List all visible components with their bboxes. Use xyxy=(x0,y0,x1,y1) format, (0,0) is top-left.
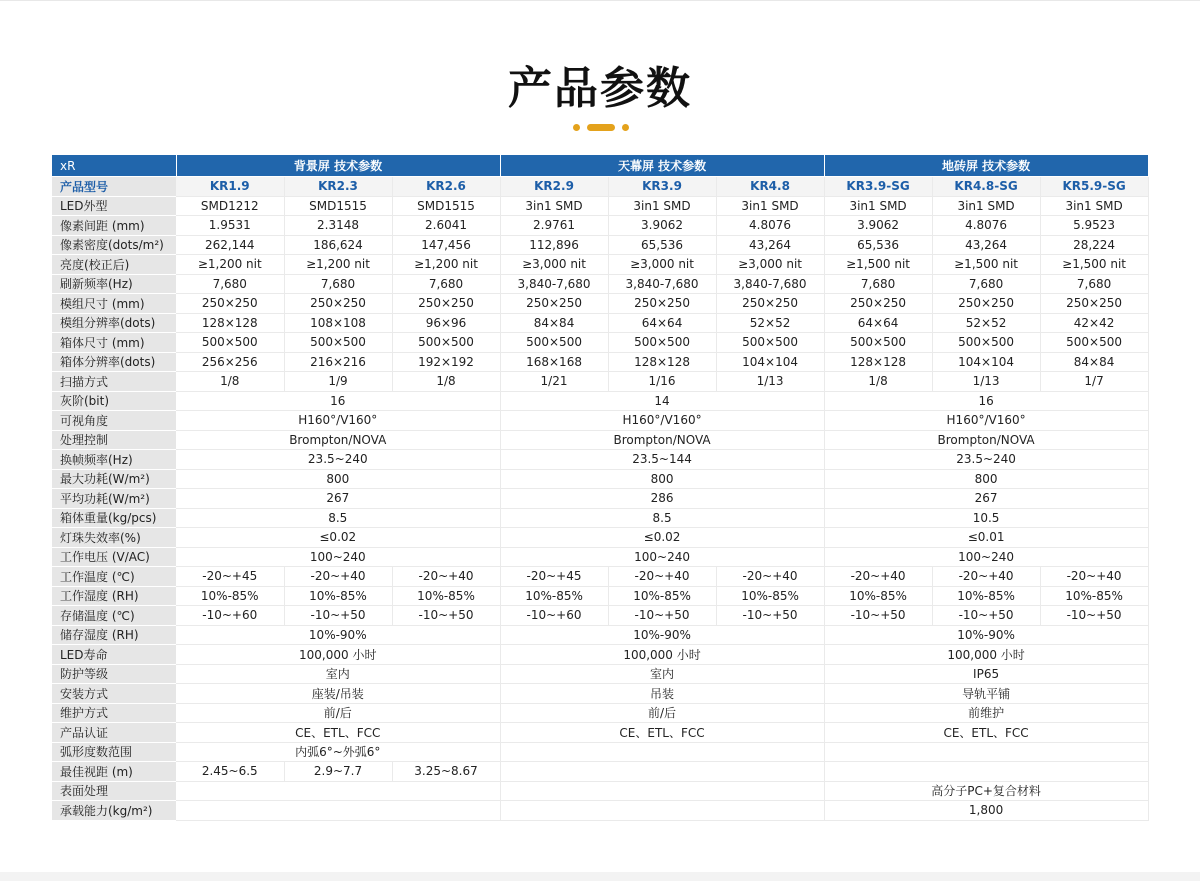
row-label: 存储温度 (℃) xyxy=(52,606,176,626)
table-cell: -20~+45 xyxy=(500,567,608,587)
row-label: 防护等级 xyxy=(52,664,176,684)
table-corner-label: xR xyxy=(52,155,176,177)
table-cell: -20~+40 xyxy=(824,567,932,587)
table-cell: 168×168 xyxy=(500,352,608,372)
table-cell: 500×500 xyxy=(824,333,932,353)
group-cell xyxy=(824,742,1148,762)
group-cell: H160°/V160° xyxy=(500,411,824,431)
row-label: 产品认证 xyxy=(52,723,176,743)
empty-cell xyxy=(500,762,824,782)
top-divider xyxy=(0,0,1200,1)
bottom-band xyxy=(0,872,1200,881)
table-row xyxy=(52,645,1148,665)
group-cell xyxy=(176,801,500,821)
table-cell: 2.45~6.5 xyxy=(176,762,284,782)
group-cell: 1,800 xyxy=(824,801,1148,821)
group-cell: 导轨平铺 xyxy=(824,684,1148,704)
table-cell: ≥3,000 nit xyxy=(608,255,716,275)
table-cell: ≥1,500 nit xyxy=(932,255,1040,275)
empty-cell xyxy=(824,762,1148,782)
table-row xyxy=(52,372,1148,392)
group-cell xyxy=(500,781,824,801)
table-cell: 7,680 xyxy=(392,274,500,294)
group-cell: 8.5 xyxy=(500,508,824,528)
table-row xyxy=(52,606,1148,626)
group-cell: 267 xyxy=(824,489,1148,509)
row-label: 工作电压 (V/AC) xyxy=(52,547,176,567)
group-cell: 10.5 xyxy=(824,508,1148,528)
group-cell: 100~240 xyxy=(500,547,824,567)
table-cell: 7,680 xyxy=(932,274,1040,294)
table-cell: 108×108 xyxy=(284,313,392,333)
group-cell: 前/后 xyxy=(500,703,824,723)
table-cell: -10~+50 xyxy=(716,606,824,626)
table-cell: 1/13 xyxy=(716,372,824,392)
table-cell: 28,224 xyxy=(1040,235,1148,255)
table-row xyxy=(52,781,1148,801)
table-cell: 192×192 xyxy=(392,352,500,372)
table-cell: 7,680 xyxy=(1040,274,1148,294)
table-cell: -20~+40 xyxy=(932,567,1040,587)
table-cell: 10%-85% xyxy=(932,586,1040,606)
table-row xyxy=(52,294,1148,314)
row-label: 模组尺寸 (mm) xyxy=(52,294,176,314)
table-cell: 256×256 xyxy=(176,352,284,372)
table-cell: 128×128 xyxy=(824,352,932,372)
table-cell: 3in1 SMD xyxy=(608,196,716,216)
group-cell: 吊装 xyxy=(500,684,824,704)
table-cell: 500×500 xyxy=(284,333,392,353)
group-cell xyxy=(176,781,500,801)
table-cell: 2.9~7.7 xyxy=(284,762,392,782)
row-label: 亮度(校正后) xyxy=(52,255,176,275)
group-cell: 23.5~144 xyxy=(500,450,824,470)
row-label: 刷新频率(Hz) xyxy=(52,274,176,294)
table-row xyxy=(52,586,1148,606)
table-cell: 2.6041 xyxy=(392,216,500,236)
table-row xyxy=(52,235,1148,255)
table-cell: -10~+50 xyxy=(1040,606,1148,626)
table-row xyxy=(52,333,1148,353)
row-label: LED外型 xyxy=(52,196,176,216)
row-label: 箱体重量(kg/pcs) xyxy=(52,508,176,528)
table-cell: 52×52 xyxy=(932,313,1040,333)
table-row xyxy=(52,567,1148,587)
table-cell: -20~+40 xyxy=(1040,567,1148,587)
row-label: 最佳视距 (m) xyxy=(52,762,176,782)
group-cell: Brompton/NOVA xyxy=(500,430,824,450)
model-name: KR2.9 xyxy=(500,177,608,197)
table-cell: ≥1,500 nit xyxy=(824,255,932,275)
table-row xyxy=(52,801,1148,821)
table-cell: 10%-85% xyxy=(392,586,500,606)
table-cell: 3,840-7,680 xyxy=(608,274,716,294)
table-cell: -10~+50 xyxy=(932,606,1040,626)
group-header-ceiling: 天幕屏 技术参数 xyxy=(500,155,824,177)
row-label: 安装方式 xyxy=(52,684,176,704)
row-label: 工作温度 (℃) xyxy=(52,567,176,587)
table-row xyxy=(52,508,1148,528)
table-cell: 1/8 xyxy=(824,372,932,392)
table-cell: 64×64 xyxy=(824,313,932,333)
table-cell: 500×500 xyxy=(1040,333,1148,353)
row-label: 像素间距 (mm) xyxy=(52,216,176,236)
table-cell: 500×500 xyxy=(392,333,500,353)
group-cell: 800 xyxy=(500,469,824,489)
row-label: 模组分辨率(dots) xyxy=(52,313,176,333)
table-cell: 7,680 xyxy=(284,274,392,294)
table-cell: SMD1515 xyxy=(284,196,392,216)
table-cell: 1.9531 xyxy=(176,216,284,236)
table-cell: 250×250 xyxy=(284,294,392,314)
table-cell: 1/8 xyxy=(392,372,500,392)
group-cell: ≤0.02 xyxy=(500,528,824,548)
table-cell: -10~+60 xyxy=(500,606,608,626)
table-row xyxy=(52,703,1148,723)
table-cell: 4.8076 xyxy=(932,216,1040,236)
table-cell: 147,456 xyxy=(392,235,500,255)
group-cell: 14 xyxy=(500,391,824,411)
ornament-dot-right xyxy=(622,124,629,131)
table-cell: 250×250 xyxy=(824,294,932,314)
table-cell: 52×52 xyxy=(716,313,824,333)
table-cell: SMD1212 xyxy=(176,196,284,216)
row-label: 工作湿度 (RH) xyxy=(52,586,176,606)
group-header-row xyxy=(52,155,1148,177)
table-cell: 10%-85% xyxy=(716,586,824,606)
group-cell: 100~240 xyxy=(176,547,500,567)
group-cell: 100,000 小时 xyxy=(176,645,500,665)
table-row xyxy=(52,216,1148,236)
row-label: LED寿命 xyxy=(52,645,176,665)
table-cell: 128×128 xyxy=(608,352,716,372)
table-row xyxy=(52,723,1148,743)
table-cell: 500×500 xyxy=(932,333,1040,353)
group-cell: 800 xyxy=(824,469,1148,489)
table-row xyxy=(52,255,1148,275)
table-cell: 65,536 xyxy=(824,235,932,255)
table-cell: 4.8076 xyxy=(716,216,824,236)
table-row xyxy=(52,274,1148,294)
row-label: 箱体尺寸 (mm) xyxy=(52,333,176,353)
table-cell: 96×96 xyxy=(392,313,500,333)
row-label: 承载能力(kg/m²) xyxy=(52,801,176,821)
table-cell: 1/13 xyxy=(932,372,1040,392)
table-cell: 3,840-7,680 xyxy=(500,274,608,294)
table-cell: 10%-85% xyxy=(500,586,608,606)
table-cell: 43,264 xyxy=(716,235,824,255)
page-title: 产品参数 xyxy=(508,63,692,114)
group-cell: 16 xyxy=(176,391,500,411)
group-cell: CE、ETL、FCC xyxy=(500,723,824,743)
model-name: KR3.9-SG xyxy=(824,177,932,197)
spec-table-body xyxy=(52,177,1148,821)
group-cell: 室内 xyxy=(500,664,824,684)
table-cell: 186,624 xyxy=(284,235,392,255)
model-name: KR4.8-SG xyxy=(932,177,1040,197)
group-cell: CE、ETL、FCC xyxy=(176,723,500,743)
group-cell: 23.5~240 xyxy=(176,450,500,470)
table-cell: ≥1,200 nit xyxy=(176,255,284,275)
table-row xyxy=(52,762,1148,782)
table-row xyxy=(52,489,1148,509)
table-cell: 3.9062 xyxy=(608,216,716,236)
row-label: 维护方式 xyxy=(52,703,176,723)
table-cell: ≥3,000 nit xyxy=(716,255,824,275)
group-cell: 16 xyxy=(824,391,1148,411)
group-cell: 座装/吊装 xyxy=(176,684,500,704)
table-cell: 1/8 xyxy=(176,372,284,392)
table-cell: 104×104 xyxy=(716,352,824,372)
group-cell: ≤0.02 xyxy=(176,528,500,548)
group-cell: 8.5 xyxy=(176,508,500,528)
table-cell: 128×128 xyxy=(176,313,284,333)
table-cell: -20~+40 xyxy=(392,567,500,587)
table-cell: 5.9523 xyxy=(1040,216,1148,236)
spec-table xyxy=(52,155,1149,821)
table-cell: SMD1515 xyxy=(392,196,500,216)
table-row xyxy=(52,450,1148,470)
table-cell: 1/16 xyxy=(608,372,716,392)
table-cell: 216×216 xyxy=(284,352,392,372)
table-cell: -10~+50 xyxy=(608,606,716,626)
table-cell: 1/7 xyxy=(1040,372,1148,392)
table-row xyxy=(52,625,1148,645)
table-cell: 10%-85% xyxy=(824,586,932,606)
table-cell: 42×42 xyxy=(1040,313,1148,333)
table-cell: 43,264 xyxy=(932,235,1040,255)
table-cell: 84×84 xyxy=(500,313,608,333)
table-row xyxy=(52,664,1148,684)
table-cell: 3in1 SMD xyxy=(716,196,824,216)
group-cell: 286 xyxy=(500,489,824,509)
group-cell: 100,000 小时 xyxy=(824,645,1148,665)
table-row xyxy=(52,528,1148,548)
ornament-dot-left xyxy=(573,124,580,131)
group-cell: 800 xyxy=(176,469,500,489)
group-cell: 100,000 小时 xyxy=(500,645,824,665)
model-name: KR1.9 xyxy=(176,177,284,197)
table-row xyxy=(52,547,1148,567)
table-cell: -20~+40 xyxy=(284,567,392,587)
group-cell: CE、ETL、FCC xyxy=(824,723,1148,743)
table-row xyxy=(52,469,1148,489)
row-label: 表面处理 xyxy=(52,781,176,801)
table-row xyxy=(52,196,1148,216)
row-label: 可视角度 xyxy=(52,411,176,431)
table-cell: ≥1,500 nit xyxy=(1040,255,1148,275)
model-name: KR5.9-SG xyxy=(1040,177,1148,197)
model-name: KR3.9 xyxy=(608,177,716,197)
group-cell xyxy=(500,742,824,762)
table-cell: 3in1 SMD xyxy=(824,196,932,216)
row-label: 灰阶(bit) xyxy=(52,391,176,411)
table-cell: 64×64 xyxy=(608,313,716,333)
table-cell: 7,680 xyxy=(176,274,284,294)
table-cell: 10%-85% xyxy=(176,586,284,606)
group-cell: 前维护 xyxy=(824,703,1148,723)
table-cell: -10~+50 xyxy=(392,606,500,626)
table-cell: -10~+50 xyxy=(824,606,932,626)
table-cell: 3.9062 xyxy=(824,216,932,236)
row-label: 最大功耗(W/m²) xyxy=(52,469,176,489)
table-cell: 3,840-7,680 xyxy=(716,274,824,294)
row-label: 灯珠失效率(%) xyxy=(52,528,176,548)
group-cell: 10%-90% xyxy=(500,625,824,645)
table-cell: 3.25~8.67 xyxy=(392,762,500,782)
group-cell: 10%-90% xyxy=(824,625,1148,645)
table-cell: -20~+40 xyxy=(608,567,716,587)
model-name: KR2.3 xyxy=(284,177,392,197)
table-cell: -10~+60 xyxy=(176,606,284,626)
table-cell: 500×500 xyxy=(608,333,716,353)
table-row xyxy=(52,742,1148,762)
table-cell: 500×500 xyxy=(716,333,824,353)
row-label: 平均功耗(W/m²) xyxy=(52,489,176,509)
group-cell: H160°/V160° xyxy=(176,411,500,431)
table-cell: 112,896 xyxy=(500,235,608,255)
group-cell: IP65 xyxy=(824,664,1148,684)
row-label: 扫描方式 xyxy=(52,372,176,392)
table-cell: 3in1 SMD xyxy=(1040,196,1148,216)
row-label: 弧形度数范围 xyxy=(52,742,176,762)
ornament-bar xyxy=(587,124,615,131)
row-label: 产品型号 xyxy=(52,177,176,197)
table-cell: -20~+45 xyxy=(176,567,284,587)
table-cell: -10~+50 xyxy=(284,606,392,626)
table-cell: 10%-85% xyxy=(608,586,716,606)
group-cell: 室内 xyxy=(176,664,500,684)
table-row xyxy=(52,430,1148,450)
group-cell: Brompton/NOVA xyxy=(824,430,1148,450)
row-label: 处理控制 xyxy=(52,430,176,450)
table-row xyxy=(52,411,1148,431)
group-cell: ≤0.01 xyxy=(824,528,1148,548)
table-cell: 2.9761 xyxy=(500,216,608,236)
table-cell: 500×500 xyxy=(500,333,608,353)
group-cell xyxy=(500,801,824,821)
table-cell: 250×250 xyxy=(608,294,716,314)
model-name: KR4.8 xyxy=(716,177,824,197)
group-cell: 100~240 xyxy=(824,547,1148,567)
group-header-backdrop: 背景屏 技术参数 xyxy=(176,155,500,177)
table-cell: 262,144 xyxy=(176,235,284,255)
title-ornament xyxy=(573,124,629,132)
group-cell: 267 xyxy=(176,489,500,509)
table-cell: 250×250 xyxy=(1040,294,1148,314)
table-cell: 10%-85% xyxy=(284,586,392,606)
row-label: 储存湿度 (RH) xyxy=(52,625,176,645)
table-cell: 250×250 xyxy=(176,294,284,314)
table-cell: ≥1,200 nit xyxy=(392,255,500,275)
table-cell: 250×250 xyxy=(932,294,1040,314)
group-cell: Brompton/NOVA xyxy=(176,430,500,450)
table-row xyxy=(52,352,1148,372)
table-cell: 65,536 xyxy=(608,235,716,255)
table-cell: 1/9 xyxy=(284,372,392,392)
table-cell: 500×500 xyxy=(176,333,284,353)
table-cell: 2.3148 xyxy=(284,216,392,236)
group-cell: 高分子PC+复合材料 xyxy=(824,781,1148,801)
table-cell: 250×250 xyxy=(500,294,608,314)
table-cell: ≥3,000 nit xyxy=(500,255,608,275)
table-row xyxy=(52,684,1148,704)
table-cell: 7,680 xyxy=(824,274,932,294)
table-cell: 3in1 SMD xyxy=(500,196,608,216)
table-cell: 3in1 SMD xyxy=(932,196,1040,216)
group-cell: 10%-90% xyxy=(176,625,500,645)
group-cell: 23.5~240 xyxy=(824,450,1148,470)
table-cell: 84×84 xyxy=(1040,352,1148,372)
table-cell: 1/21 xyxy=(500,372,608,392)
group-header-floor: 地砖屏 技术参数 xyxy=(824,155,1148,177)
model-row xyxy=(52,177,1148,197)
table-cell: 250×250 xyxy=(392,294,500,314)
table-cell: 10%-85% xyxy=(1040,586,1148,606)
row-label: 像素密度(dots/m²) xyxy=(52,235,176,255)
group-cell: 前/后 xyxy=(176,703,500,723)
model-name: KR2.6 xyxy=(392,177,500,197)
group-cell: H160°/V160° xyxy=(824,411,1148,431)
table-cell: -20~+40 xyxy=(716,567,824,587)
group-cell: 内弧6°~外弧6° xyxy=(176,742,500,762)
row-label: 箱体分辨率(dots) xyxy=(52,352,176,372)
table-cell: 104×104 xyxy=(932,352,1040,372)
table-row xyxy=(52,313,1148,333)
table-cell: 250×250 xyxy=(716,294,824,314)
table-cell: ≥1,200 nit xyxy=(284,255,392,275)
table-row xyxy=(52,391,1148,411)
row-label: 换帧频率(Hz) xyxy=(52,450,176,470)
